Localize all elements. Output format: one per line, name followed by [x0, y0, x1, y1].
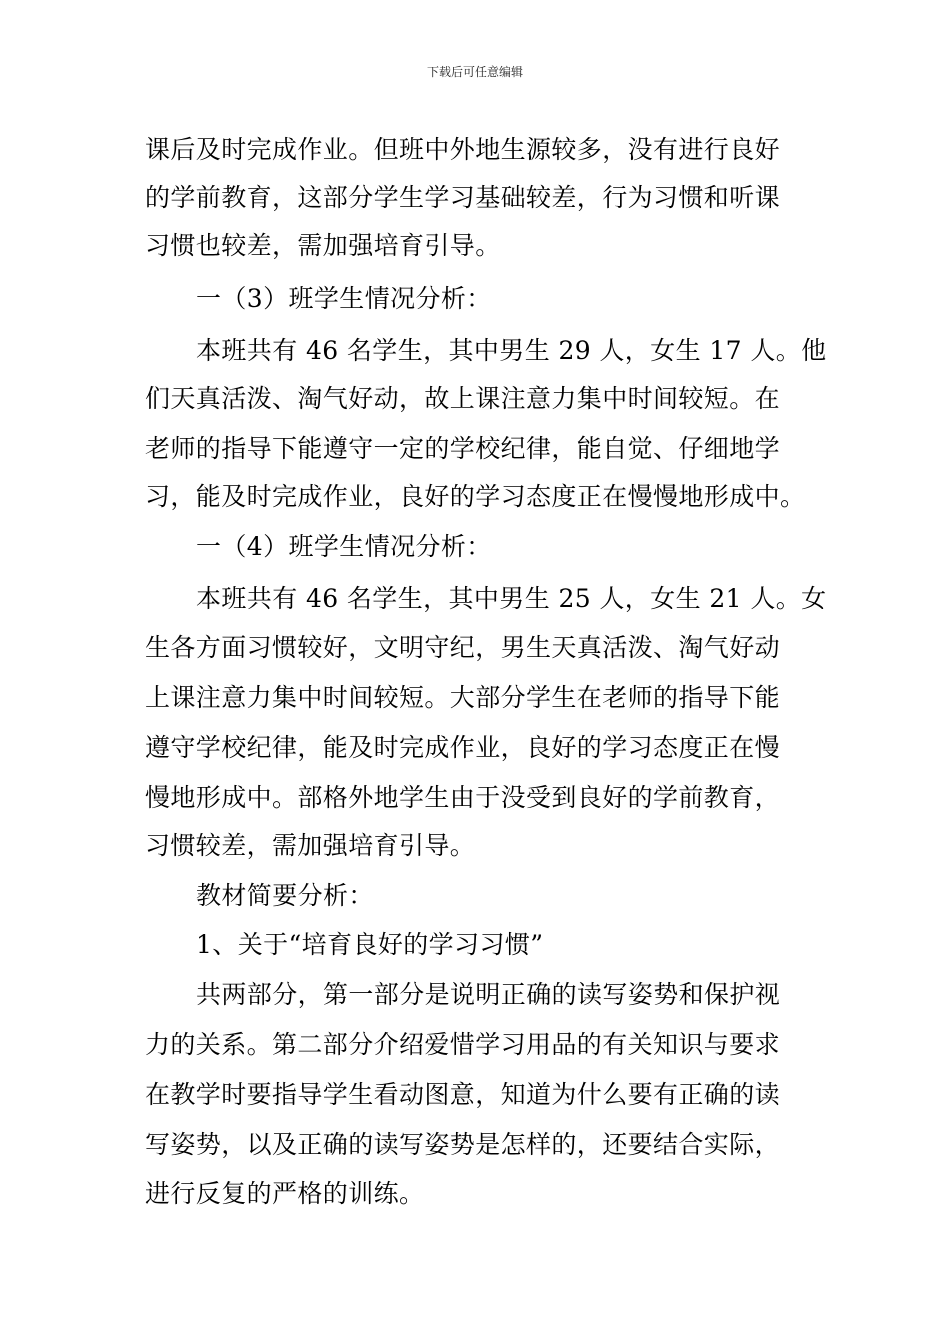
paragraph-first-line: 共两部分，第一部分是说明正确的读写姿势和保护视 [196, 980, 781, 1009]
text-line: 进行反复的严格的训练。 [145, 1179, 425, 1208]
text-line: 生各方面习惯较好，文明守纪，男生天真活泼、淘气好动 [145, 633, 781, 662]
text-line: 们天真活泼、淘气好动，故上课注意力集中时间较短。在 [145, 384, 781, 413]
text-line: 写姿势，以及正确的读写姿势是怎样的，还要结合实际， [145, 1130, 781, 1159]
subsection-heading: 1、关于“培育良好的学习习惯” [196, 930, 544, 959]
text-line: 慢地形成中。部格外地学生由于没受到良好的学前教育， [145, 783, 781, 812]
section-heading: 教材简要分析： [196, 881, 374, 910]
section-heading: 一（3）班学生情况分析： [196, 284, 492, 313]
text-line: 力的关系。第二部分介绍爱惜学习用品的有关知识与要求 [145, 1030, 781, 1059]
text-line: 习，能及时完成作业，良好的学习态度正在慢慢地形成中。 [145, 482, 806, 511]
text-line: 习惯也较差，需加强培育引导。 [145, 231, 501, 260]
text-line: 上课注意力集中时间较短。大部分学生在老师的指导下能 [145, 683, 781, 712]
text-line: 遵守学校纪律，能及时完成作业，良好的学习态度正在慢 [145, 733, 781, 762]
section-heading: 一（4）班学生情况分析： [196, 532, 492, 561]
text-line: 课后及时完成作业。但班中外地生源较多，没有进行良好 [145, 135, 781, 164]
text-line: 习惯较差，需加强培育引导。 [145, 831, 476, 860]
paragraph-first-line: 本班共有 46 名学生，其中男生 29 人，女生 17 人。他 [196, 336, 827, 365]
paragraph-first-line: 本班共有 46 名学生，其中男生 25 人，女生 21 人。女 [196, 584, 827, 613]
text-line: 的学前教育，这部分学生学习基础较差，行为习惯和听课 [145, 183, 781, 212]
text-line: 在教学时要指导学生看动图意，知道为什么要有正确的读 [145, 1080, 781, 1109]
page-header: 下载后可任意编辑 [426, 65, 523, 79]
text-line: 老师的指导下能遵守一定的学校纪律，能自觉、仔细地学 [145, 434, 781, 463]
